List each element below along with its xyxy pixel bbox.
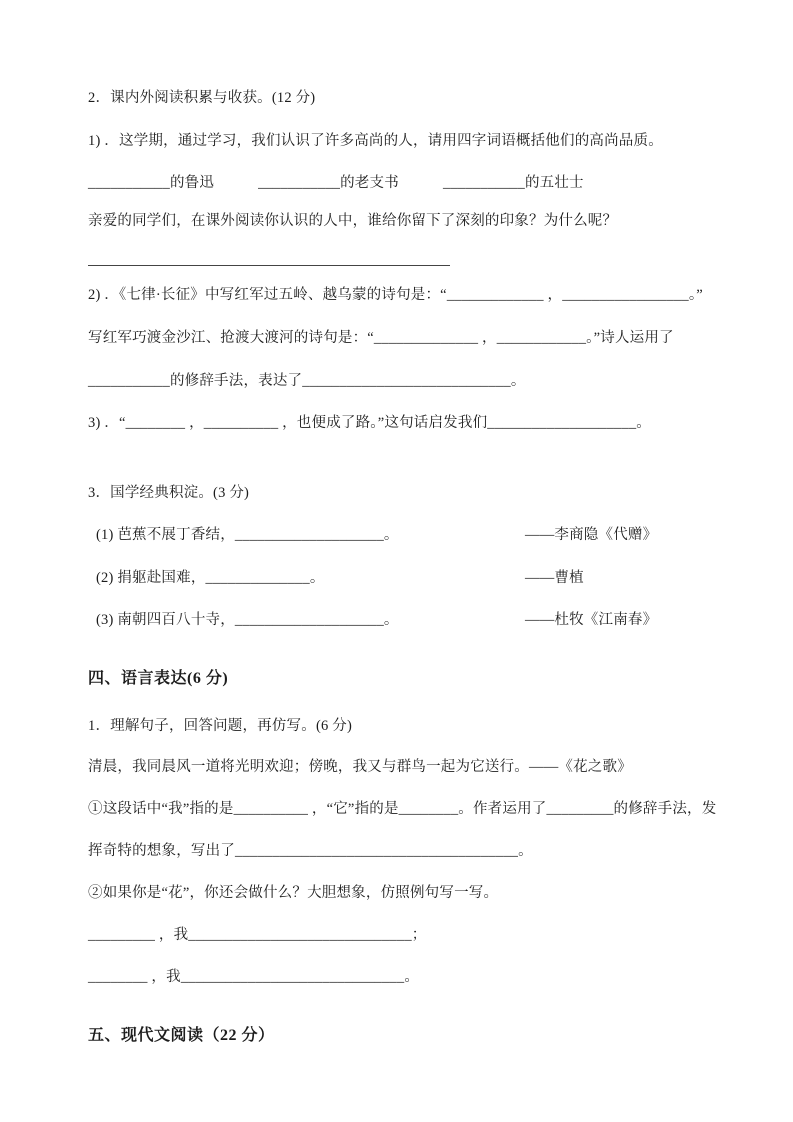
question-4-1-sub2-prompt: ②如果你是“花”，你还会做什么？大胆想象，仿照例句写一写。: [88, 885, 499, 901]
classic-item-1-attribution: ——李商隐《代赠》: [525, 527, 658, 543]
question-2-3-line: 3) ．“________ ，__________ ，也便成了路。”这句话启发我们____________________。: [88, 415, 651, 431]
question-4-1-prompt: 1．理解句子，回答问题，再仿写。(6 分): [88, 718, 352, 734]
section3-header: 3．国学经典积淀。(3 分): [88, 485, 250, 501]
question-2-2-line1: 2) ．《七律·长征》中写红军过五岭、越乌蒙的诗句是：“_____________ ，_________________。”: [88, 287, 703, 303]
classic-item-1: [96, 525, 736, 545]
question-2-1-fill-blanks: ___________的鲁迅 ___________的老支书 ___________的五壮士: [88, 175, 584, 191]
question-2-2-line3: ___________的修辞手法，表达了____________________________。: [88, 373, 526, 389]
section5-header: 五、现代文阅读（22 分）: [88, 1027, 275, 1044]
classic-item-2: [96, 568, 736, 588]
question-2-1-reading-prompt: 亲爱的同学们，在课外阅读你认识的人中，谁给你留下了深刻的印象？为什么呢？: [88, 213, 618, 229]
classic-item-2-attribution: ——曹植: [525, 570, 584, 586]
classic-item-3-attribution: ——杜牧《江南春》: [525, 612, 658, 628]
flower-song-quote: 清晨，我同晨风一道将光明欢迎；傍晚，我又与群鸟一起为它送行。——《花之歌》: [88, 759, 632, 775]
classic-item-1-text: (1) 芭蕉不展丁香结，____________________。: [96, 527, 399, 543]
answer-blank-rule: [88, 247, 450, 266]
section2-header: 2．课内外阅读积累与收获。(12 分): [88, 90, 316, 106]
classic-item-3: [96, 610, 736, 630]
question-2-1-prompt: 1) ．这学期，通过学习，我们认识了许多高尚的人，请用四字词语概括他们的高尚品质。: [88, 133, 663, 149]
classic-item-3-text: (3) 南朝四百八十寺，____________________。: [96, 612, 399, 628]
question-4-1-sub1-line1: ①这段话中“我”指的是__________ ，“它”指的是________。作者运用了_________的修辞手法，发: [88, 801, 717, 817]
imitation-answer-line-2: ________ ，我______________________________。: [88, 969, 420, 985]
question-2-2-line2: 写红军巧渡金沙江、抢渡大渡河的诗句是：“______________ ，____________。”诗人运用了: [88, 330, 674, 346]
imitation-answer-line-1: _________ ，我______________________________；: [88, 927, 427, 943]
classic-item-2-text: (2) 捐躯赴国难，______________。: [96, 570, 325, 586]
question-4-1-sub1-line2: 挥奇特的想象，写出了______________________________________。: [88, 843, 533, 859]
section4-header: 四、语言表达(6 分): [88, 670, 229, 687]
